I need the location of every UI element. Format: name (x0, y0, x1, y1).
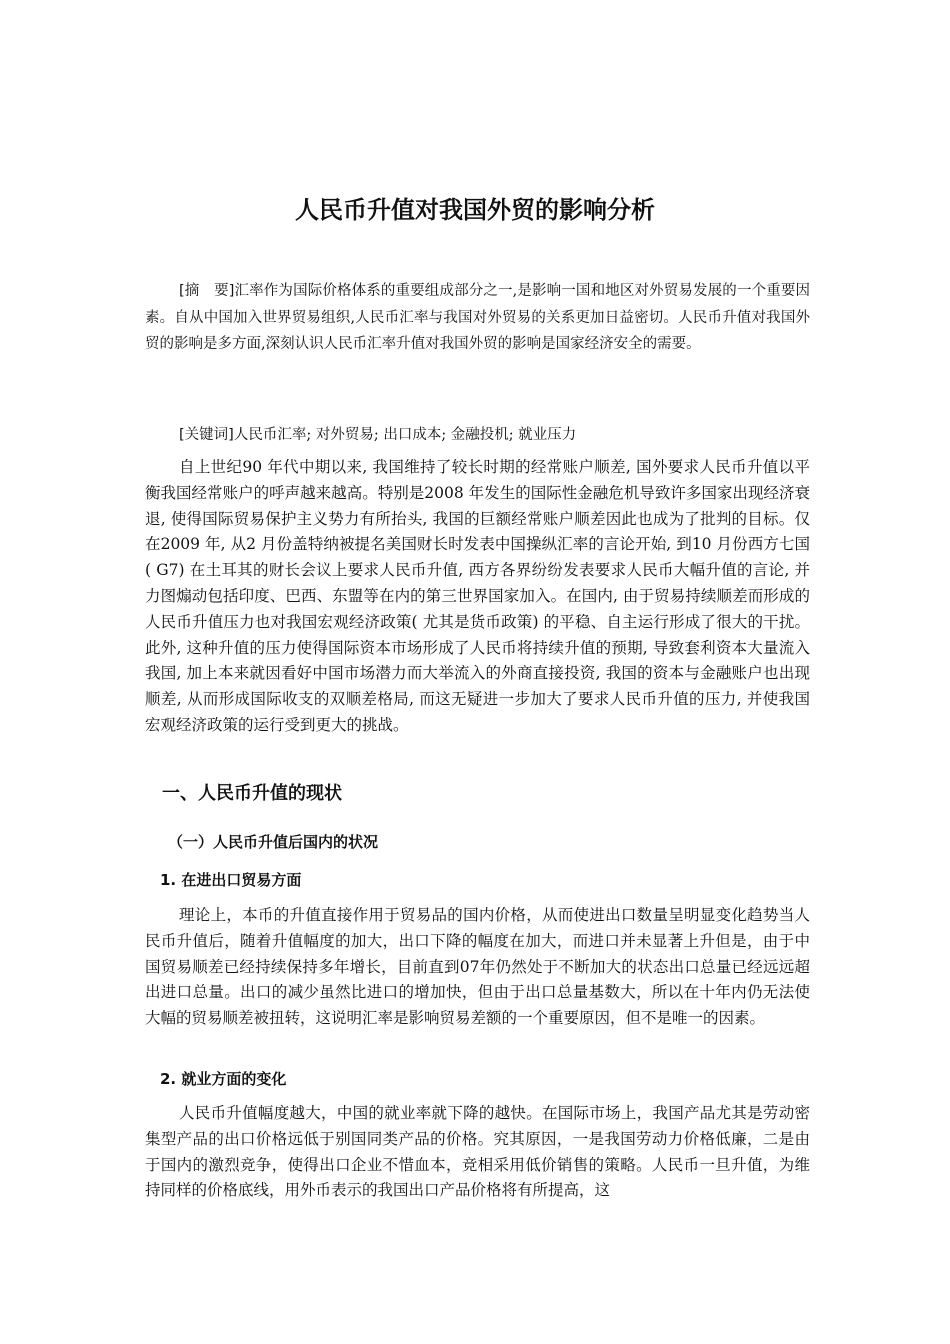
abstract-paragraph (145, 278, 810, 358)
abstract-text: 汇率作为国际价格体系的重要组成部分之一,是影响一国和地区对外贸易发展的一个重要因素。自从中国加入世界贸易组织,人民币汇率与我国对外贸易的关系更加日益密切。人民币升值对我国外贸的影响是多方面,深刻认识人民币汇率升值对我国外贸的影响是国家经济安全的需要。 (145, 283, 810, 352)
keywords-label: [关键词] (179, 427, 234, 443)
employment-paragraph: 人民币升值幅度越大，中国的就业率就下降的越快。在国际市场上，我国产品尤其是劳动密集型产品的出口价格远低于别国同类产品的价格。究其原因，一是我国劳动力价格低廉，二是由于国内的激烈竞争，使得出口企业不惜血本，竞相采用低价销售的策略。人民币一旦升值，为维持同样的价格底线，用外币表示的我国出口产品价格将有所提高，这 (145, 1104, 810, 1200)
keywords-text: 人民币汇率; 对外贸易; 出口成本; 金融投机; 就业压力 (233, 427, 577, 443)
section-heading: 一、人民币升值的现状 (162, 783, 342, 804)
keywords-line (145, 422, 810, 448)
intro-paragraph: 自上世纪90 年代中期以来, 我国维持了较长时期的经常账户顺差, 国外要求人民币升值以平衡我国经常账户的呼声越来越高。特别是2008 年发生的国际性金融危机导致许多国家出现经济衰退, 使得国际贸易保护主义势力有所抬头, 我国的巨额经常账户顺差因此也成为了批判的目标。仅在2009 年, 从2 月份盖特纳被提名美国财长时发表中国操纵汇率的言论开始, 到10 月份西方七国( G7) 在土耳其的财长会议上要求人民币升值, 西方各界纷纷发表要求人民币大幅升值的言论, 并力图煽动包括印度、巴西、东盟等在内的第三世界国家加入。在国内, 由于贸易持续顺差而形成的人民币升值压力也对我国宏观经济政策( 尤其是货币政策) 的平稳、自主运行形成了很大的干扰。此外, 这种升值的压力使得国际资本市场形成了人民币将持续升值的预期, 导致套利资本大量流入我国, 加上本来就因看好中国市场潜力而大举流入的外商直接投资, 我国的资本与金融账户也出现顺差, 从而形成国际收支的双顺差格局, 而这无疑进一步加大了要求人民币升值的压力, 并使我国宏观经济政策的运行受到更大的挑战。 (145, 458, 810, 734)
trade-paragraph: 理论上，本币的升值直接作用于贸易品的国内价格，从而使进出口数量呈明显变化趋势当人民币升值后，随着升值幅度的加大，出口下降的幅度在加大，而进口并未显著上升但是，由于中国贸易顺差已经持续保持多年增长，目前直到07年仍然处于不断加大的状态出口总量已经远远超出进口总量。出口的减少虽然比进口的增加快，但由于出口总量基数大，所以在十年内仍无法使大幅的贸易顺差被扭转，这说明汇率是影响贸易差额的一个重要原因，但不是唯一的因素。 (145, 906, 810, 1028)
document-title: 人民币升值对我国外贸的影响分析 (295, 196, 655, 224)
subsection-heading: （一）人民币升值后国内的状况 (168, 833, 379, 851)
item-heading-employment: 2. 就业方面的变化 (160, 1070, 287, 1088)
abstract-label: [摘 要] (179, 283, 235, 299)
item-heading-trade: 1. 在进出口贸易方面 (160, 871, 302, 889)
